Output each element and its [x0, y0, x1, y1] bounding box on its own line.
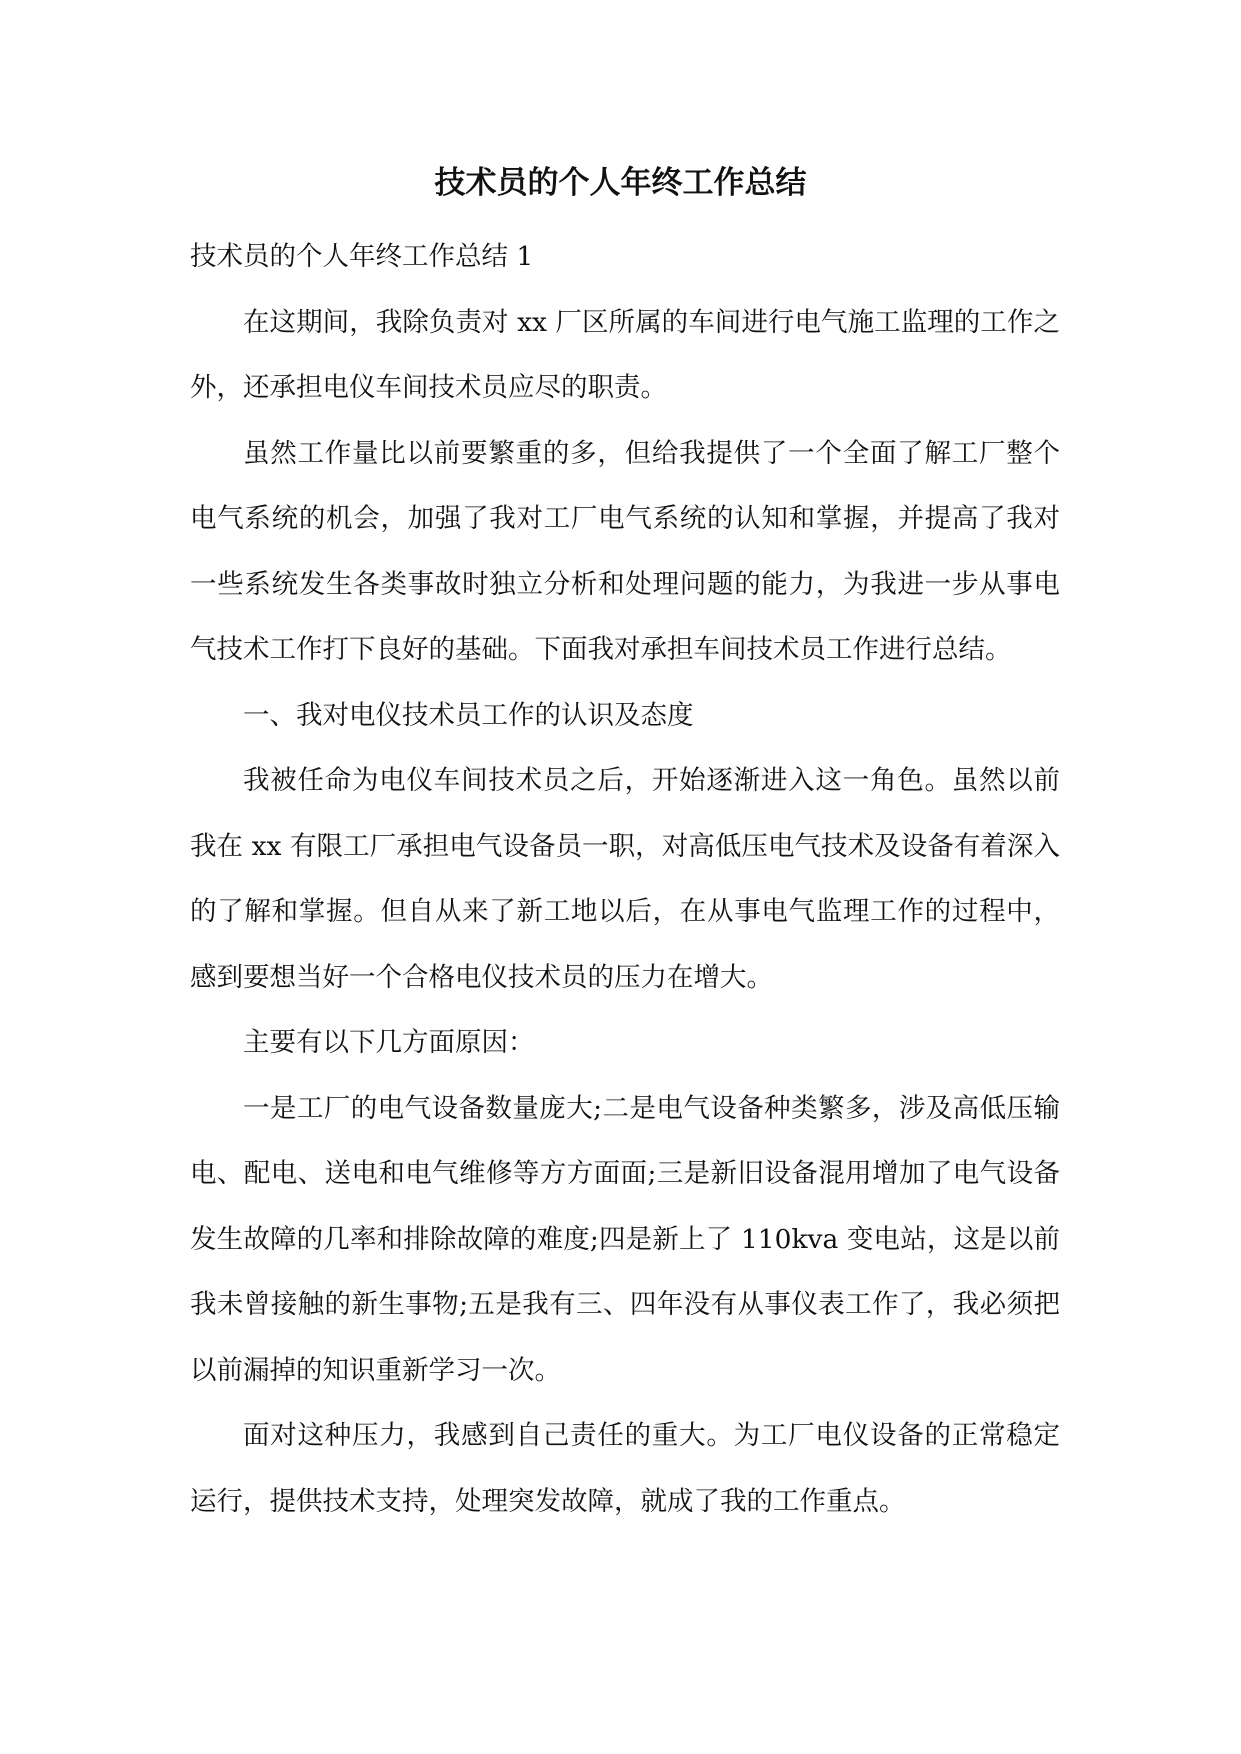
document-body: [190, 224, 1060, 1534]
paragraph: 虽然工作量比以前要繁重的多，但给我提供了一个全面了解工厂整个电气系统的机会，加强了我对工厂电气系统的认知和掌握，并提高了我对一些系统发生各类事故时独立分析和处理问题的能力，为我进一步从事电气技术工作打下良好的基础。下面我对承担车间技术员工作进行总结。: [190, 437, 1060, 665]
paragraph: 面对这种压力，我感到自己责任的重大。为工厂电仪设备的正常稳定运行，提供技术支持，处理突发故障，就成了我的工作重点。: [190, 1420, 1060, 1517]
section-heading: 一、我对电仪技术员工作的认识及态度: [243, 699, 694, 731]
paragraph: 主要有以下几方面原因：: [243, 1027, 535, 1058]
document-title: 技术员的个人年终工作总结: [434, 165, 807, 201]
document-subtitle: 技术员的个人年终工作总结 1: [190, 241, 534, 272]
paragraph: 一是工厂的电气设备数量庞大;二是电气设备种类繁多，涉及高低压输电、配电、送电和电气维修等方方面面;三是新旧设备混用增加了电气设备发生故障的几率和排除故障的难度;四是新上了 110kva 变电站，这是以前我未曾接触的新生事物;五是我有三、四年没有从事仪表工作了，我必须把以前漏掉的知识重新学习一次。: [190, 1092, 1060, 1386]
paragraph: 在这期间，我除负责对 xx 厂区所属的车间进行电气施工监理的工作之外，还承担电仪车间技术员应尽的职责。: [190, 306, 1060, 403]
paragraph: 我被任命为电仪车间技术员之后，开始逐渐进入这一角色。虽然以前我在 xx 有限工厂承担电气设备员一职，对高低压电气技术及设备有着深入的了解和掌握。但自从来了新工地以后，在从事电气监理工作的过程中，感到要想当好一个合格电仪技术员的压力在增大。: [190, 765, 1060, 993]
